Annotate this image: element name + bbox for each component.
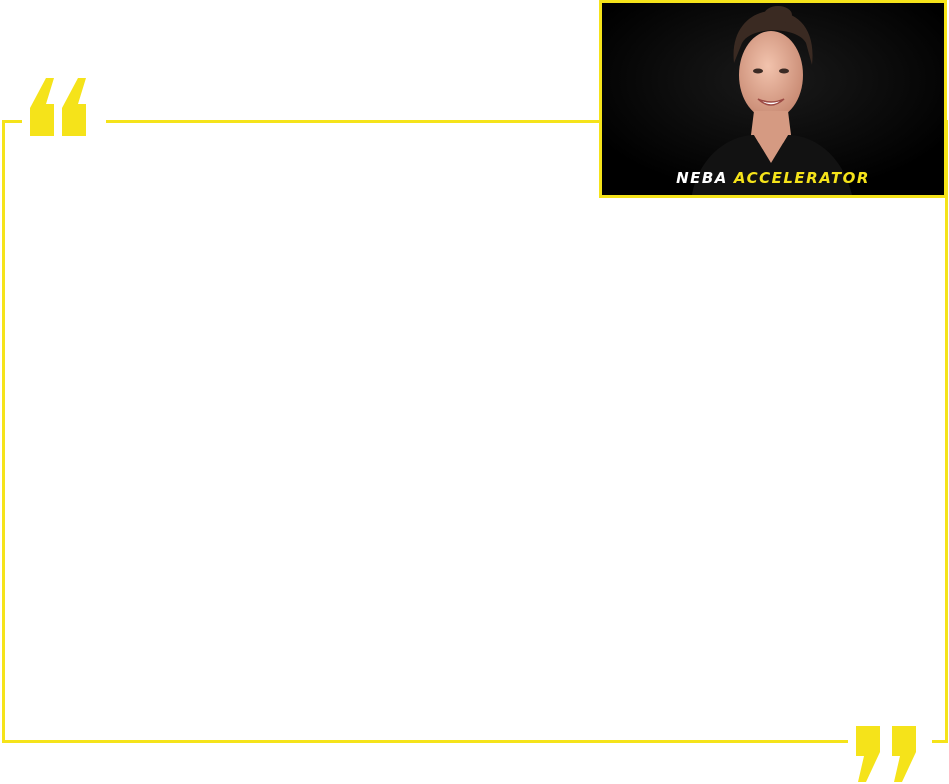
caption-brand: NEBA [676,169,728,187]
testimonial-video-thumbnail[interactable] [599,0,947,198]
close-quote-icon [848,724,932,784]
speaker-portrait [602,3,944,195]
testimonial-quote-frame [2,120,948,743]
caption-product: ACCELERATOR [733,169,870,187]
open-quote-icon [22,74,106,138]
testimonial-quote-text [25,213,925,680]
video-caption [602,169,944,187]
